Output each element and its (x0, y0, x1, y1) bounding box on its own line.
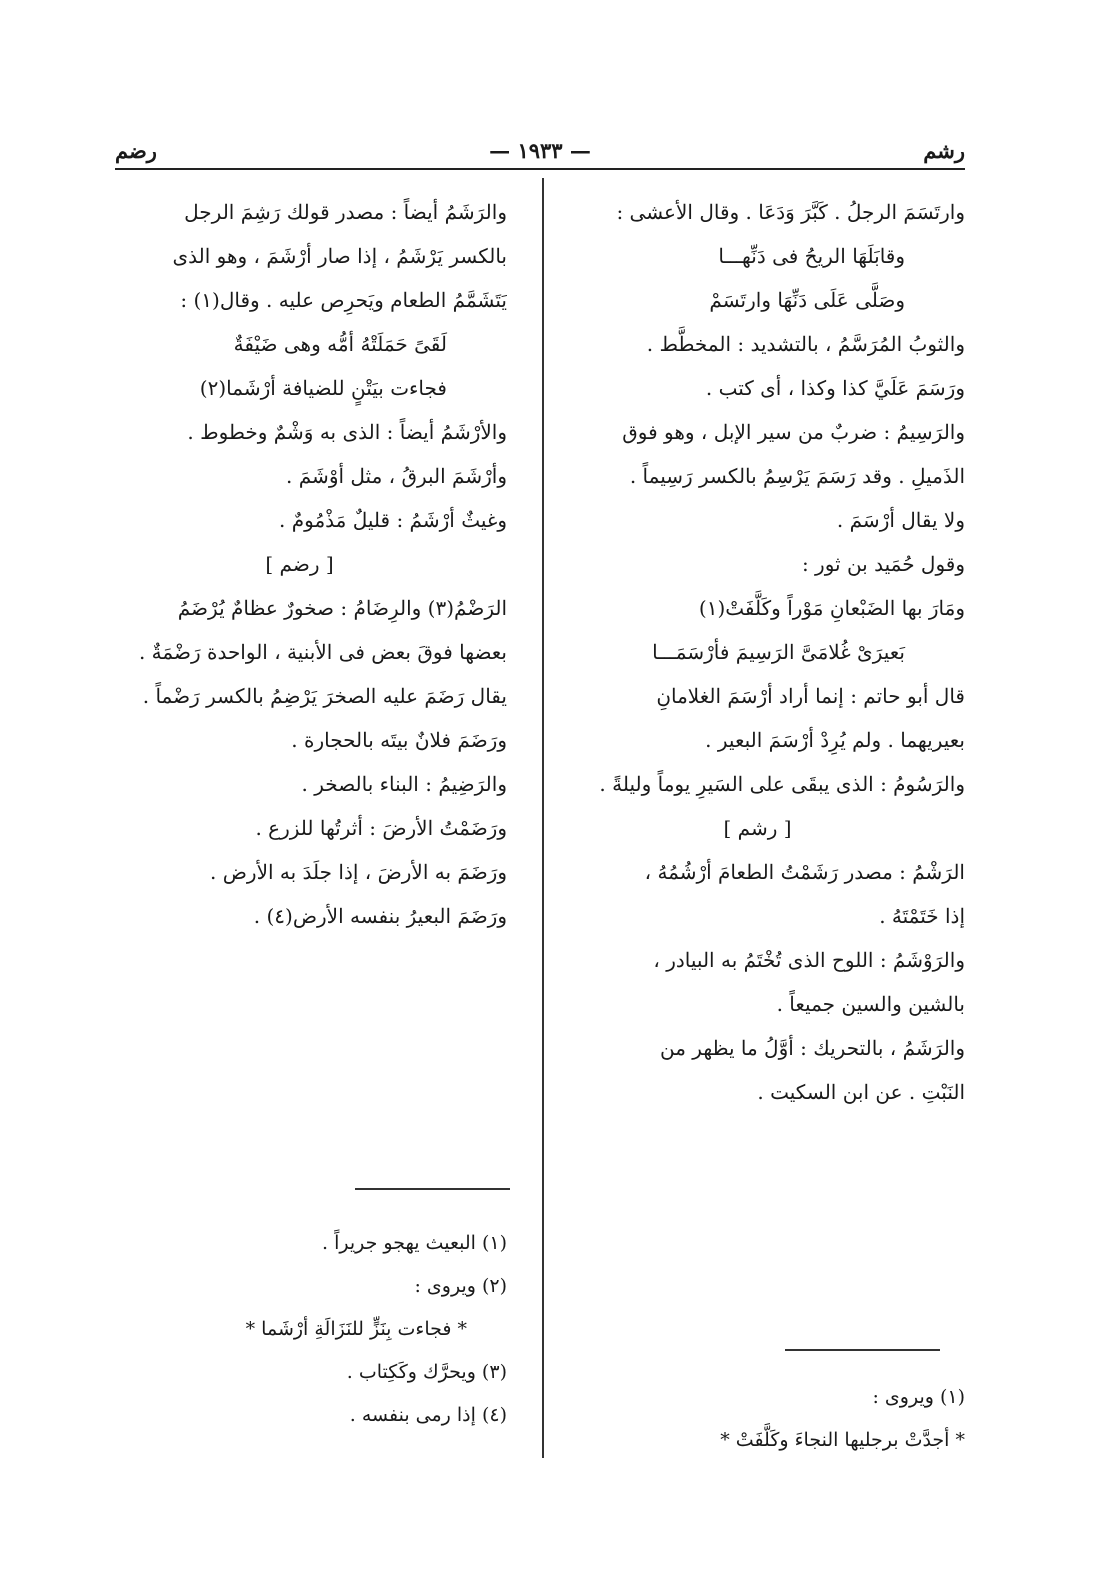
right-column (550, 190, 965, 1114)
text-line: الذَميلِ . وقد رَسَمَ يَرْسِمُ بالكسر رَسِيماً . (629, 464, 965, 488)
text-line: وغيثٌ أرْشَمُ : قليلٌ مَذْمُومٌ . (279, 508, 507, 532)
text-line: ولا يقال أرْسَمَ . (836, 508, 965, 532)
text-line: وأرْشَمَ البرقُ ، مثل أوْشَمَ . (286, 464, 507, 488)
left-column (92, 190, 507, 938)
text-line: وقول حُمَيد بن ثور : (801, 552, 965, 576)
text-line: ورَضَمَ به الأرضَ ، إذا جلَدَ به الأرض . (210, 860, 507, 884)
footnote-rule-left (355, 1188, 510, 1190)
footnote: (٣) ويحرَّك وكَكِتاب . (346, 1361, 507, 1383)
page-header (115, 138, 965, 170)
text-line: والرَشَمُ ، بالتحريك : أوَّلُ ما يظهر من (660, 1036, 965, 1060)
text-line: والرَسُومُ : الذى يبقَى على السَيرِ يوماً وليلةً . (599, 772, 965, 796)
column-divider (542, 178, 544, 1458)
footnote: (١) ويروى : (872, 1386, 965, 1408)
text-line: وارتَسَمَ الرجلُ . كَبَّرَ وَدَعَا . وقال الأعشى : (616, 200, 965, 224)
footnote-rule-right (785, 1349, 940, 1351)
text-line: ورَسَمَ عَلَيَّ كذا وكذا ، أى كتب . (705, 376, 965, 400)
text-line: بعضها فوقَ بعض فى الأبنية ، الواحدة رَضْمَةٌ . (138, 640, 507, 664)
text-line: والأرْشَمُ أيضاً : الذى به وَشْمٌ وخطوط . (187, 420, 507, 444)
text-line: والرَسِيمُ : ضربٌ من سير الإبل ، وهو فوق (622, 420, 965, 444)
footnote: (١) البعيث يهجو جريراً . (321, 1232, 507, 1254)
text-line: النَبْتِ . عن ابن السكيت . (757, 1080, 965, 1104)
header-rule (115, 168, 965, 170)
footnote-verse: * أجدَّتْ برجليها النجاءَ وكَلَّفَتْ * (720, 1429, 965, 1451)
text-line: بالكسر يَرْشَمُ ، إذا صار أرْشَمَ ، وهو الذى (172, 244, 507, 268)
text-line: بعيريهما . ولم يُرِدْ أرْسَمَ البعير . (705, 728, 965, 752)
text-line: والرَضِيمُ : البناء بالصخر . (301, 772, 507, 796)
text-line: والثوبُ المُرَسَّمُ ، بالتشديد : المخطَّط . (646, 332, 965, 356)
entry-heading: [ رشم ] (723, 816, 792, 840)
verse-line: ومَارَ بها الضَبْعانِ مَوْراً وكَلَّفَتْ(١) (698, 596, 965, 620)
verse-line: فجاءت بيَتْنٍ للضيافة أرْشَما(٢) (199, 376, 447, 400)
footnote: (٢) ويروى : (414, 1275, 507, 1297)
text-line: ورَضَمْتُ الأرضَ : أثرتُها للزرع . (255, 816, 507, 840)
text-line: ورَضَمَ البعيرُ بنفسه الأرض(٤) . (253, 904, 507, 928)
footnote: (٤) إذا رمى بنفسه . (349, 1404, 507, 1426)
text-line: الرَشْمُ : مصدر رَشَمْتُ الطعامَ أرْشُمُهُ ، (644, 860, 965, 884)
text-line: يقال رَضَمَ عليه الصخرَ يَرْضِمُ بالكسر رَضْماً . (142, 684, 507, 708)
verse-line: وقابَلَهَا الريحُ فى دَنِّهـــا (718, 244, 905, 268)
text-line: والرَوْشَمُ : اللوح الذى تُخْتَمُ به البيادر ، (653, 948, 965, 972)
footnote-verse: * فجاءت بِنَزٍّ للنَزَالَةِ أرْشَما * (245, 1318, 467, 1340)
text-line: والرَشَمُ أيضاً : مصدر قولك رَشِمَ الرجل (184, 200, 507, 224)
page-number: — ١٩٣٣ — (489, 138, 591, 163)
verse-line: لَقَىً حَمَلَتْهُ أمُّه وهى ضَيْفَةٌ (233, 332, 447, 356)
verse-line: بَعيرَىْ غُلامَىَّ الرَسِيمَ فأرْسَمَـــا (652, 640, 905, 664)
footnotes-left (92, 1222, 507, 1437)
text-line: بالشين والسين جميعاً . (776, 992, 965, 1016)
text-line: الرَضْمُ(٣) والرِضَامُ : صخورٌ عظامٌ يُرْضَمُ (177, 596, 507, 620)
text-line: قال أبو حاتم : إنما أراد أرْسَمَ الغلامانِ (656, 684, 965, 708)
verse-line: وصَلَّى عَلَى دَنِّهَا وارتَسَمْ (709, 288, 905, 312)
text-line: ورَضَمَ فلانٌ بيتَه بالحجارة . (291, 728, 507, 752)
entry-heading: [ رضم ] (265, 552, 334, 576)
footnotes-right (550, 1376, 965, 1462)
text-line: يَتَشَمَّمُ الطعام ويَحرِص عليه . وقال(١) : (180, 288, 507, 312)
header-right-keyword: رشم (923, 138, 965, 163)
text-line: إذا خَتَمْتَهُ . (879, 904, 965, 928)
header-left-keyword: رضم (115, 138, 157, 163)
